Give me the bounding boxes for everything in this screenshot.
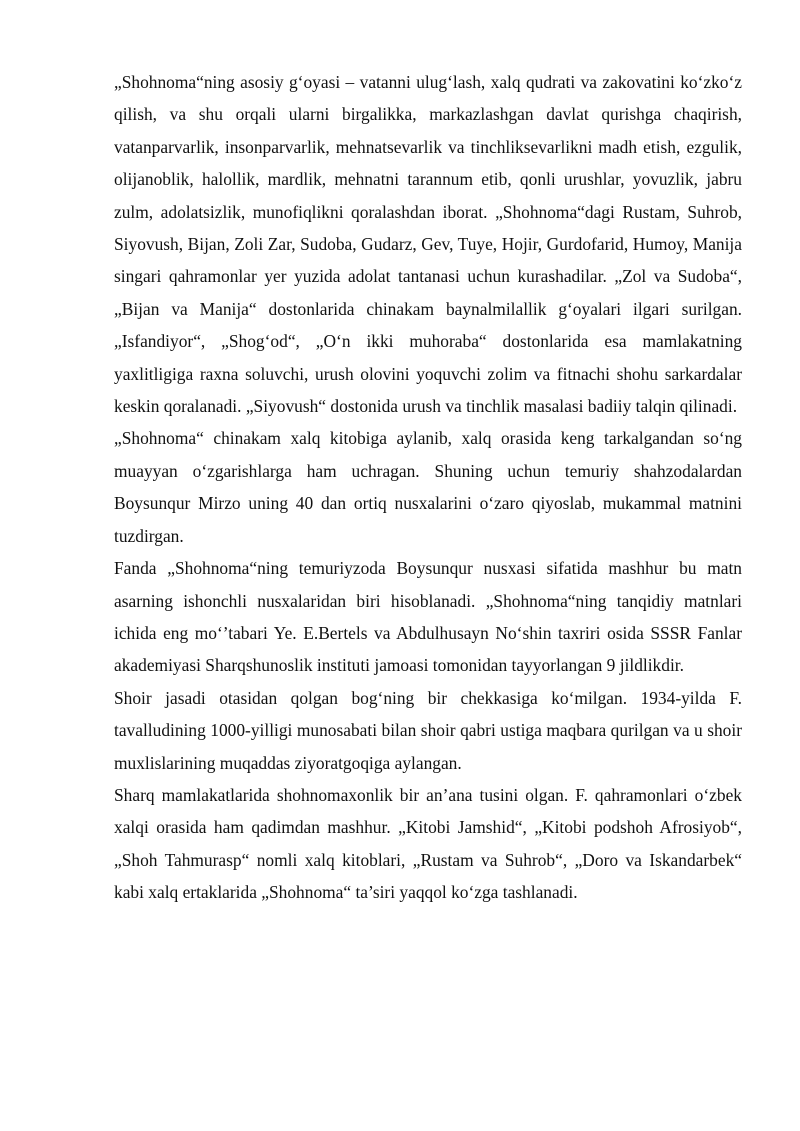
paragraph-shohnoma-folk-book: „Shohnoma“ chinakam xalq kitobiga aylanib, xalq orasida keng tarkalgandan so‘ng muayyan o‘zgarishlarga ham uchragan. Shuning uchun temuriy shahzodalardan Boysunqur Mirzo uning 40 dan ortiq nusxalarini o‘zaro qiyoslab, mukammal matnini tuzdirgan. xyxy=(114,428,742,546)
paragraph-poet-grave: Shoir jasadi otasidan qolgan bog‘ning bir chekkasiga ko‘milgan. 1934-yilda F. tavalludining 1000-yilligi munosabati bilan shoir qabri ustiga maqbara qurilgan va u shoir muxlislarining muqaddas ziyoratgoqiga aylangan. xyxy=(114,687,742,773)
paragraph-shohnoma-critical-texts: Fanda „Shohnoma“ning temuriyzoda Boysunqur nusxasi sifatida mashhur bu matn asarning ishonchli nusxalaridan biri hisoblanadi. „Shohnoma“ning tanqidiy matnlari ichida eng mo‘’tabari Ye. E.Bertels va Abdulhusayn No‘shin taxriri osida SSSR Fanlar akademiyasi Sharqshunoslik instituti jamoasi tomonidan tayyorlangan 9 jildlikdir. xyxy=(114,558,742,676)
paragraph-shohnoma-tradition: Sharq mamlakatlarida shohnomaxonlik bir an’ana tusini olgan. F. qahramonlari o‘zbek xalqi orasida ham qadimdan mashhur. „Kitobi Jamshid“, „Kitobi podshoh Afrosiyob“, „Shoh Tahmurasp“ nomli xalq kitoblari, „Rustam va Suhrob“, „Doro va Iskandarbek“ kabi xalq ertaklarida „Shohnoma“ ta’siri yaqqol ko‘zga tashlanadi. xyxy=(114,784,742,903)
paragraph-shohnoma-main-idea: „Shohnoma“ning asosiy g‘oyasi – vatanni ulug‘lash, xalq qudrati va zakovatini ko‘zko‘z qilish, va shu orqali ularni birgalikka, markazlashgan davlat qurishga chaqirish, vatanparvarlik, insonparvarlik, mehnatsevarlik va tinchliksevarlikni madh etish, ezgulik, olijanoblik, halollik, mardlik, mehnatni tarannum etib, qonli urushlar, yovuzlik, jabru zulm, adolatsizlik, munofiqlikni qoralashdan iborat. „Shohnoma“dagi Rustam, Suhrob, Siyovush, Bijan, Zoli Zar, Sudoba, Gudarz, Gev, Tuye, Hojir, Gurdofarid, Humoy, Manija singari qahramonlar yer yuzida adolat tantanasi uchun kurashadilar. „Zol va Sudoba“, „Bijan va Manija“ dostonlarida chinakam baynalmilallik g‘oyalari ilgari surilgan. „Isfandiyor“, „Shog‘od“, „O‘n ikki muhoraba“ dostonlarida esa mamlakatning yaxlitligiga raxna soluvchi, urush olovini yoquvchi zolim va fitnachi shohu sarkardalar keskin qoralanadi. „Siyovush“ dostonida urush va tinchlik masalasi badiiy talqin qilinadi. xyxy=(114,72,742,417)
document-page xyxy=(114,66,742,909)
